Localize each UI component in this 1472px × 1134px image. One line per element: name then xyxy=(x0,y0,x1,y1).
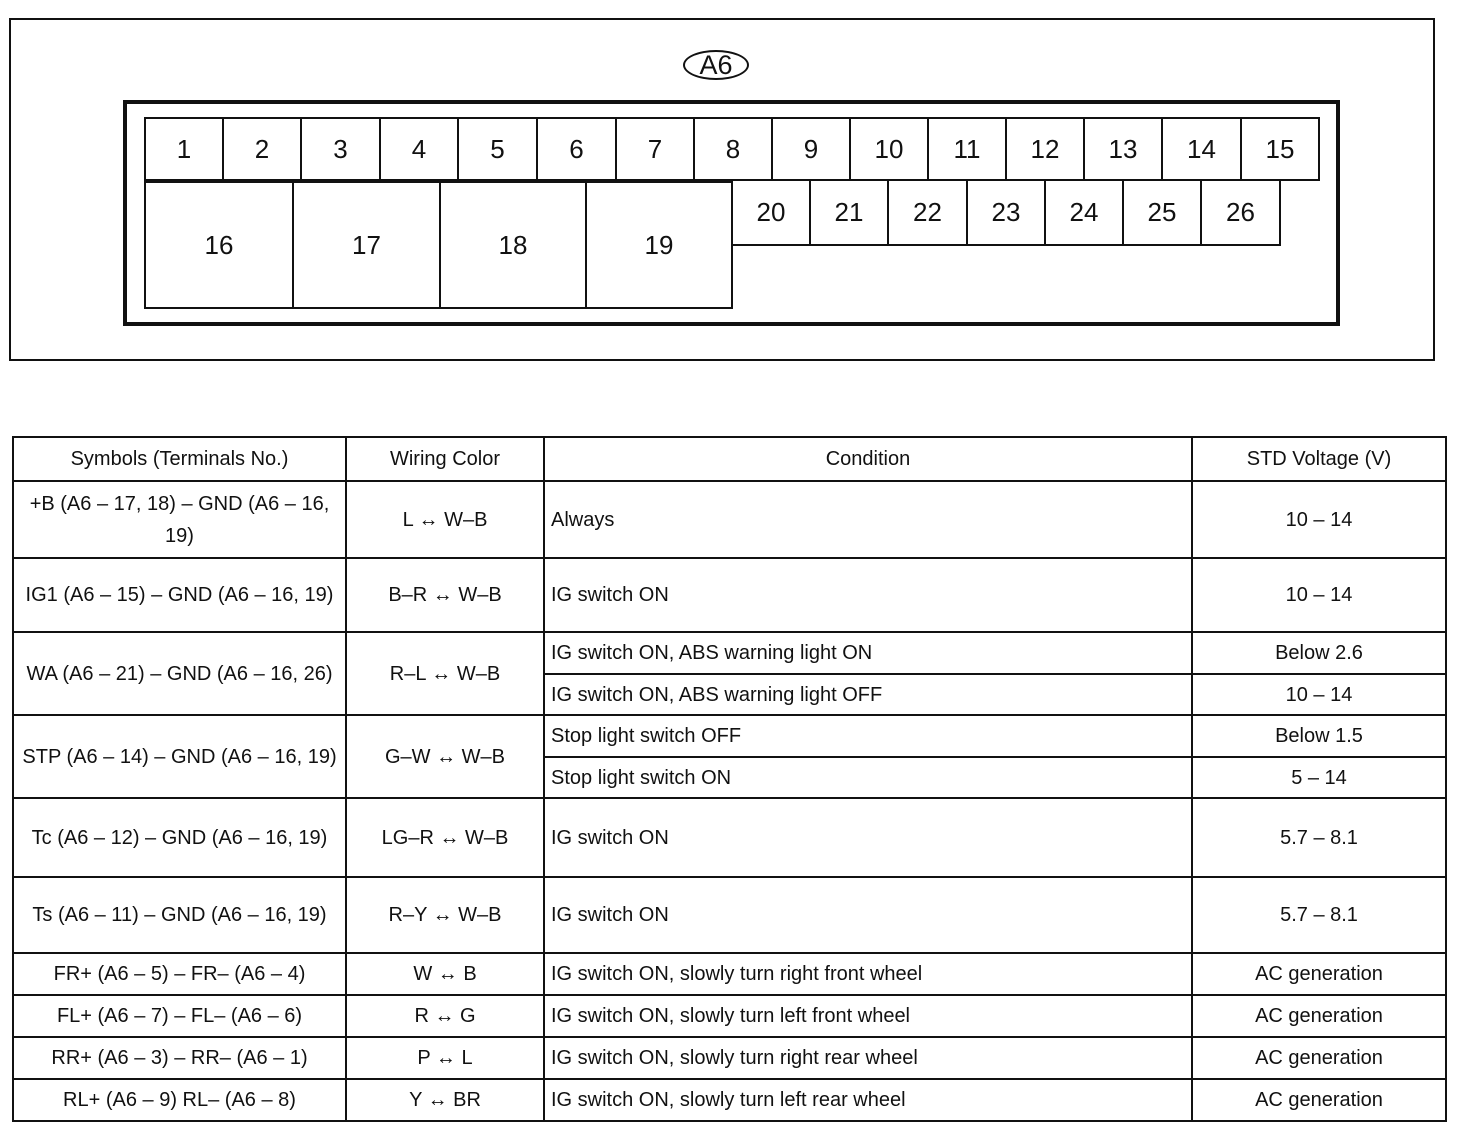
table-header-row xyxy=(13,437,1446,481)
terminal-pin-3 xyxy=(300,117,381,181)
condition-cell: IG switch ON xyxy=(544,558,1192,632)
condition-cell: IG switch ON, ABS warning light OFF xyxy=(544,674,1192,715)
std-voltage-cell: Below 2.6 xyxy=(1192,632,1446,674)
terminal-pin-6 xyxy=(536,117,617,181)
condition-cell: IG switch ON, slowly turn right rear wheel xyxy=(544,1037,1192,1079)
terminal-number: 6 xyxy=(569,133,584,164)
table-row xyxy=(13,715,1446,757)
std-voltage-cell: 5 – 14 xyxy=(1192,757,1446,798)
terminal-pin-4 xyxy=(379,117,459,181)
terminal-pin-23 xyxy=(966,179,1046,246)
connector-diagram xyxy=(9,18,1435,361)
terminal-pin-19 xyxy=(585,181,733,309)
terminal-number: 7 xyxy=(647,133,663,164)
std-voltage-cell: AC generation xyxy=(1192,995,1446,1037)
table-row xyxy=(13,481,1446,558)
symbol-cell: RL+ (A6 – 9) RL– (A6 – 8) xyxy=(13,1079,346,1121)
std-voltage-cell: 5.7 – 8.1 xyxy=(1192,798,1446,877)
terminal-number: 14 xyxy=(1187,133,1216,164)
terminal-pin-22 xyxy=(887,179,968,246)
symbol-cell: WA (A6 – 21) – GND (A6 – 16, 26) xyxy=(13,632,346,715)
terminal-number: 22 xyxy=(913,197,942,227)
terminal-number: 25 xyxy=(1147,197,1177,227)
std-voltage-cell: AC generation xyxy=(1192,953,1446,995)
condition-cell: Always xyxy=(544,481,1192,558)
condition-cell: IG switch ON xyxy=(544,877,1192,953)
condition-cell: Stop light switch ON xyxy=(544,757,1192,798)
symbol-cell: RR+ (A6 – 3) – RR– (A6 – 1) xyxy=(13,1037,346,1079)
terminal-number: 24 xyxy=(1069,197,1099,227)
std-voltage-cell: 5.7 – 8.1 xyxy=(1192,877,1446,953)
terminal-number: 21 xyxy=(834,197,864,227)
terminal-pin-11 xyxy=(927,117,1007,181)
terminal-number: 18 xyxy=(498,229,528,260)
wiring-color-cell: G–W ↔ W–B xyxy=(346,715,544,798)
wiring-color-cell: Y ↔ BR xyxy=(346,1079,544,1121)
std-voltage-cell: 10 – 14 xyxy=(1192,674,1446,715)
terminal-number: 23 xyxy=(991,197,1021,227)
terminal-pin-14 xyxy=(1161,117,1242,181)
condition-cell: IG switch ON xyxy=(544,798,1192,877)
terminal-number: 26 xyxy=(1226,197,1255,227)
terminal-pin-16 xyxy=(144,181,294,309)
table-row xyxy=(13,798,1446,877)
table-row xyxy=(13,1037,1446,1079)
terminal-pin-8 xyxy=(693,117,773,181)
table-row xyxy=(13,953,1446,995)
terminal-number: 15 xyxy=(1265,133,1295,164)
terminal-pin-2 xyxy=(222,117,302,181)
terminal-pin-25 xyxy=(1122,179,1202,246)
std-voltage-cell: 10 – 14 xyxy=(1192,481,1446,558)
terminal-pin-9 xyxy=(771,117,851,181)
wiring-color-cell: R–L ↔ W–B xyxy=(346,632,544,715)
condition-cell: Stop light switch OFF xyxy=(544,715,1192,757)
table-row xyxy=(13,995,1446,1037)
std-voltage-cell: Below 1.5 xyxy=(1192,715,1446,757)
terminal-pin-17 xyxy=(292,181,441,309)
wiring-color-cell: P ↔ L xyxy=(346,1037,544,1079)
table-row xyxy=(13,558,1446,632)
terminal-pin-21 xyxy=(809,179,889,246)
symbol-cell: FR+ (A6 – 5) – FR– (A6 – 4) xyxy=(13,953,346,995)
terminal-pin-7 xyxy=(615,117,695,181)
terminal-pin-18 xyxy=(439,181,587,309)
connector-label: A6 xyxy=(683,50,749,80)
terminal-pin-5 xyxy=(457,117,538,181)
table-row xyxy=(13,632,1446,674)
symbol-cell: Ts (A6 – 11) – GND (A6 – 16, 19) xyxy=(13,877,346,953)
condition-cell: IG switch ON, slowly turn right front wheel xyxy=(544,953,1192,995)
std-voltage-cell: AC generation xyxy=(1192,1079,1446,1121)
terminal-number: 9 xyxy=(803,133,819,164)
terminal-pin-26 xyxy=(1200,179,1281,246)
header-wiring-color: Wiring Color xyxy=(346,437,544,481)
terminal-pin-15 xyxy=(1240,117,1320,181)
condition-cell: IG switch ON, ABS warning light ON xyxy=(544,632,1192,674)
terminal-number: 16 xyxy=(204,229,234,260)
wiring-color-cell: R–Y ↔ W–B xyxy=(346,877,544,953)
connector-housing xyxy=(123,100,1340,326)
terminal-number: 8 xyxy=(725,133,741,164)
table-row xyxy=(13,877,1446,953)
terminal-number: 3 xyxy=(333,133,348,164)
terminal-number: 11 xyxy=(953,133,981,164)
terminal-pin-1 xyxy=(144,117,224,181)
terminal-number: 4 xyxy=(411,133,427,164)
symbol-cell: FL+ (A6 – 7) – FL– (A6 – 6) xyxy=(13,995,346,1037)
header-symbols: Symbols (Terminals No.) xyxy=(13,437,346,481)
header-std-voltage: STD Voltage (V) xyxy=(1192,437,1446,481)
terminal-number: 17 xyxy=(352,229,381,260)
terminal-pin-10 xyxy=(849,117,929,181)
symbol-cell: +B (A6 – 17, 18) – GND (A6 – 16, 19) xyxy=(13,481,346,558)
wiring-color-cell: L ↔ W–B xyxy=(346,481,544,558)
std-voltage-cell: AC generation xyxy=(1192,1037,1446,1079)
terminal-pin-13 xyxy=(1083,117,1163,181)
table-row xyxy=(13,1079,1446,1121)
wiring-color-cell: R ↔ G xyxy=(346,995,544,1037)
terminal-number: 10 xyxy=(874,133,904,164)
terminal-number: 12 xyxy=(1030,133,1060,164)
wiring-color-cell: W ↔ B xyxy=(346,953,544,995)
terminal-number: 1 xyxy=(176,133,192,164)
terminal-voltage-table xyxy=(12,436,1447,1122)
condition-cell: IG switch ON, slowly turn left rear wheel xyxy=(544,1079,1192,1121)
symbol-cell: Tc (A6 – 12) – GND (A6 – 16, 19) xyxy=(13,798,346,877)
terminal-number: 2 xyxy=(254,133,270,164)
wiring-color-cell: B–R ↔ W–B xyxy=(346,558,544,632)
terminal-number: 20 xyxy=(756,197,786,227)
terminal-pin-24 xyxy=(1044,179,1124,246)
wiring-color-cell: LG–R ↔ W–B xyxy=(346,798,544,877)
header-condition: Condition xyxy=(544,437,1192,481)
terminal-pin-20 xyxy=(731,179,811,246)
symbol-cell: IG1 (A6 – 15) – GND (A6 – 16, 19) xyxy=(13,558,346,632)
terminal-pin-12 xyxy=(1005,117,1085,181)
terminal-number: 13 xyxy=(1108,133,1138,164)
condition-cell: IG switch ON, slowly turn left front wheel xyxy=(544,995,1192,1037)
std-voltage-cell: 10 – 14 xyxy=(1192,558,1446,632)
terminal-number: 19 xyxy=(644,229,674,260)
symbol-cell: STP (A6 – 14) – GND (A6 – 16, 19) xyxy=(13,715,346,798)
terminal-number: 5 xyxy=(490,133,505,164)
